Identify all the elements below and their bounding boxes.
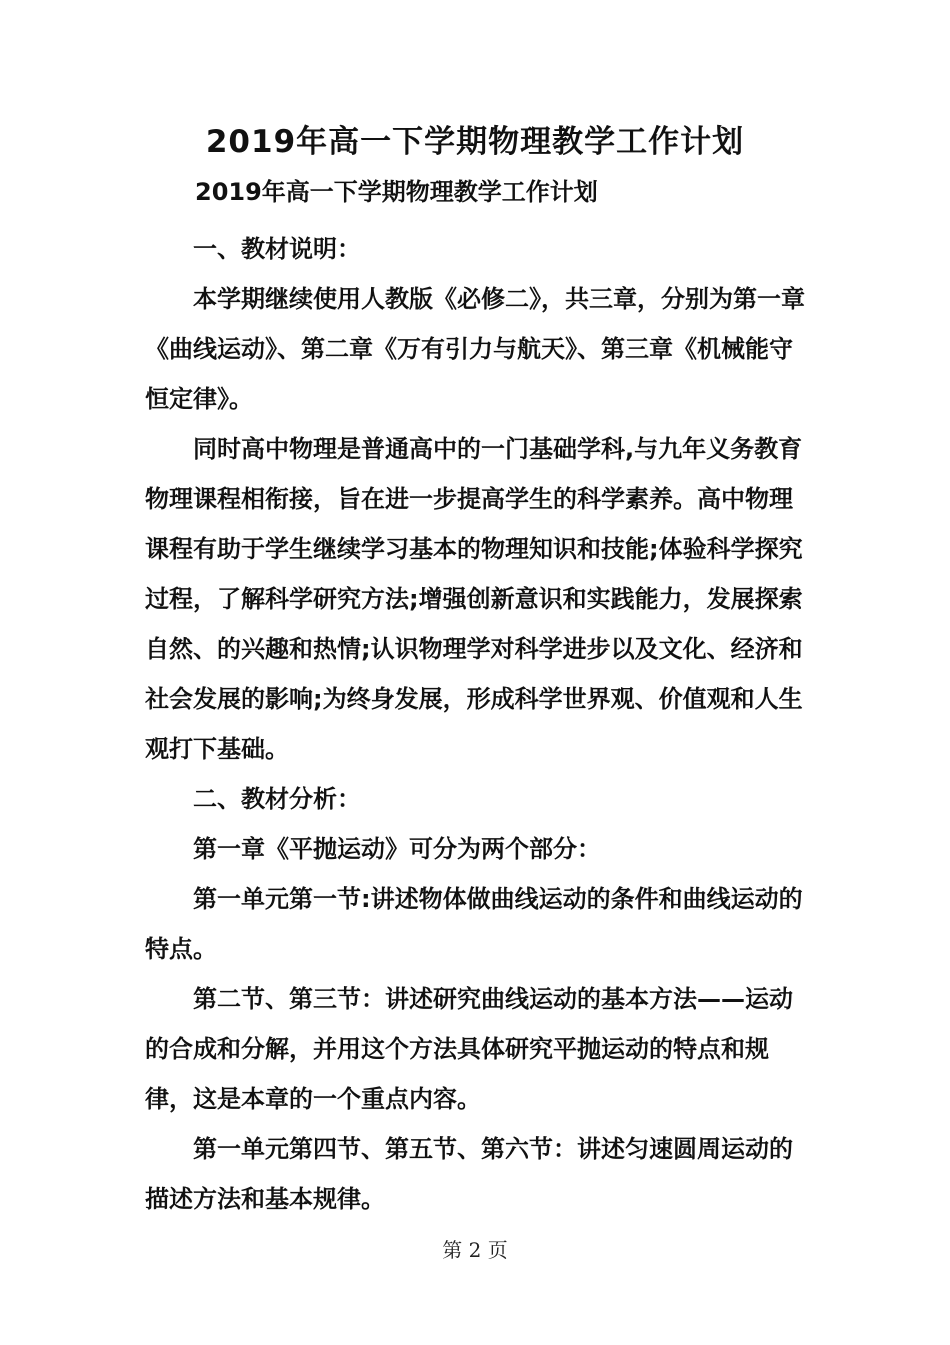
paragraph-materials-description: 本学期继续使用人教版《必修二》，共三章，分别为第一章《曲线运动》、第二章《万有引力与航天》、第三章《机械能守恒定律》。 xyxy=(145,285,805,413)
paragraph-section-one: 第一单元第一节:讲述物体做曲线运动的条件和曲线运动的特点。 xyxy=(145,885,803,963)
paragraph-sections-four-six: 第一单元第四节、第五节、第六节：讲述匀速圆周运动的描述方法和基本规律。 xyxy=(145,1135,793,1213)
paragraph-sections-two-three: 第二节、第三节：讲述研究曲线运动的基本方法——运动的合成和分解，并用这个方法具体研究平抛运动的特点和规律，这是本章的一个重点内容。 xyxy=(145,985,793,1113)
page-footer xyxy=(0,1236,950,1264)
document-body xyxy=(145,224,809,1224)
footer-prefix: 第 xyxy=(442,1238,463,1262)
paragraph-chapter-one: 第一章《平抛运动》可分为两个部分： xyxy=(193,835,601,863)
section-heading-analysis: 二、教材分析： xyxy=(193,785,361,813)
document-title: 2019年高一下学期物理教学工作计划 xyxy=(205,124,745,160)
footer-page-number: 2 xyxy=(468,1238,482,1262)
section-heading-materials: 一、教材说明： xyxy=(193,235,361,263)
paragraph-course-goals: 同时高中物理是普通高中的一门基础学科,与九年义务教育物理课程相衔接，旨在进一步提高学生的科学素养。高中物理课程有助于学生继续学习基本的物理知识和技能;体验科学探究过程，了解科学研究方法;增强创新意识和实践能力，发展探索自然、的兴趣和热情;认识物理学对科学进步以及文化、经济和社会发展的影响;为终身发展，形成科学世界观、价值观和人生观打下基础。 xyxy=(145,435,803,763)
footer-suffix: 页 xyxy=(487,1238,508,1262)
document-subtitle: 2019年高一下学期物理教学工作计划 xyxy=(195,178,598,206)
